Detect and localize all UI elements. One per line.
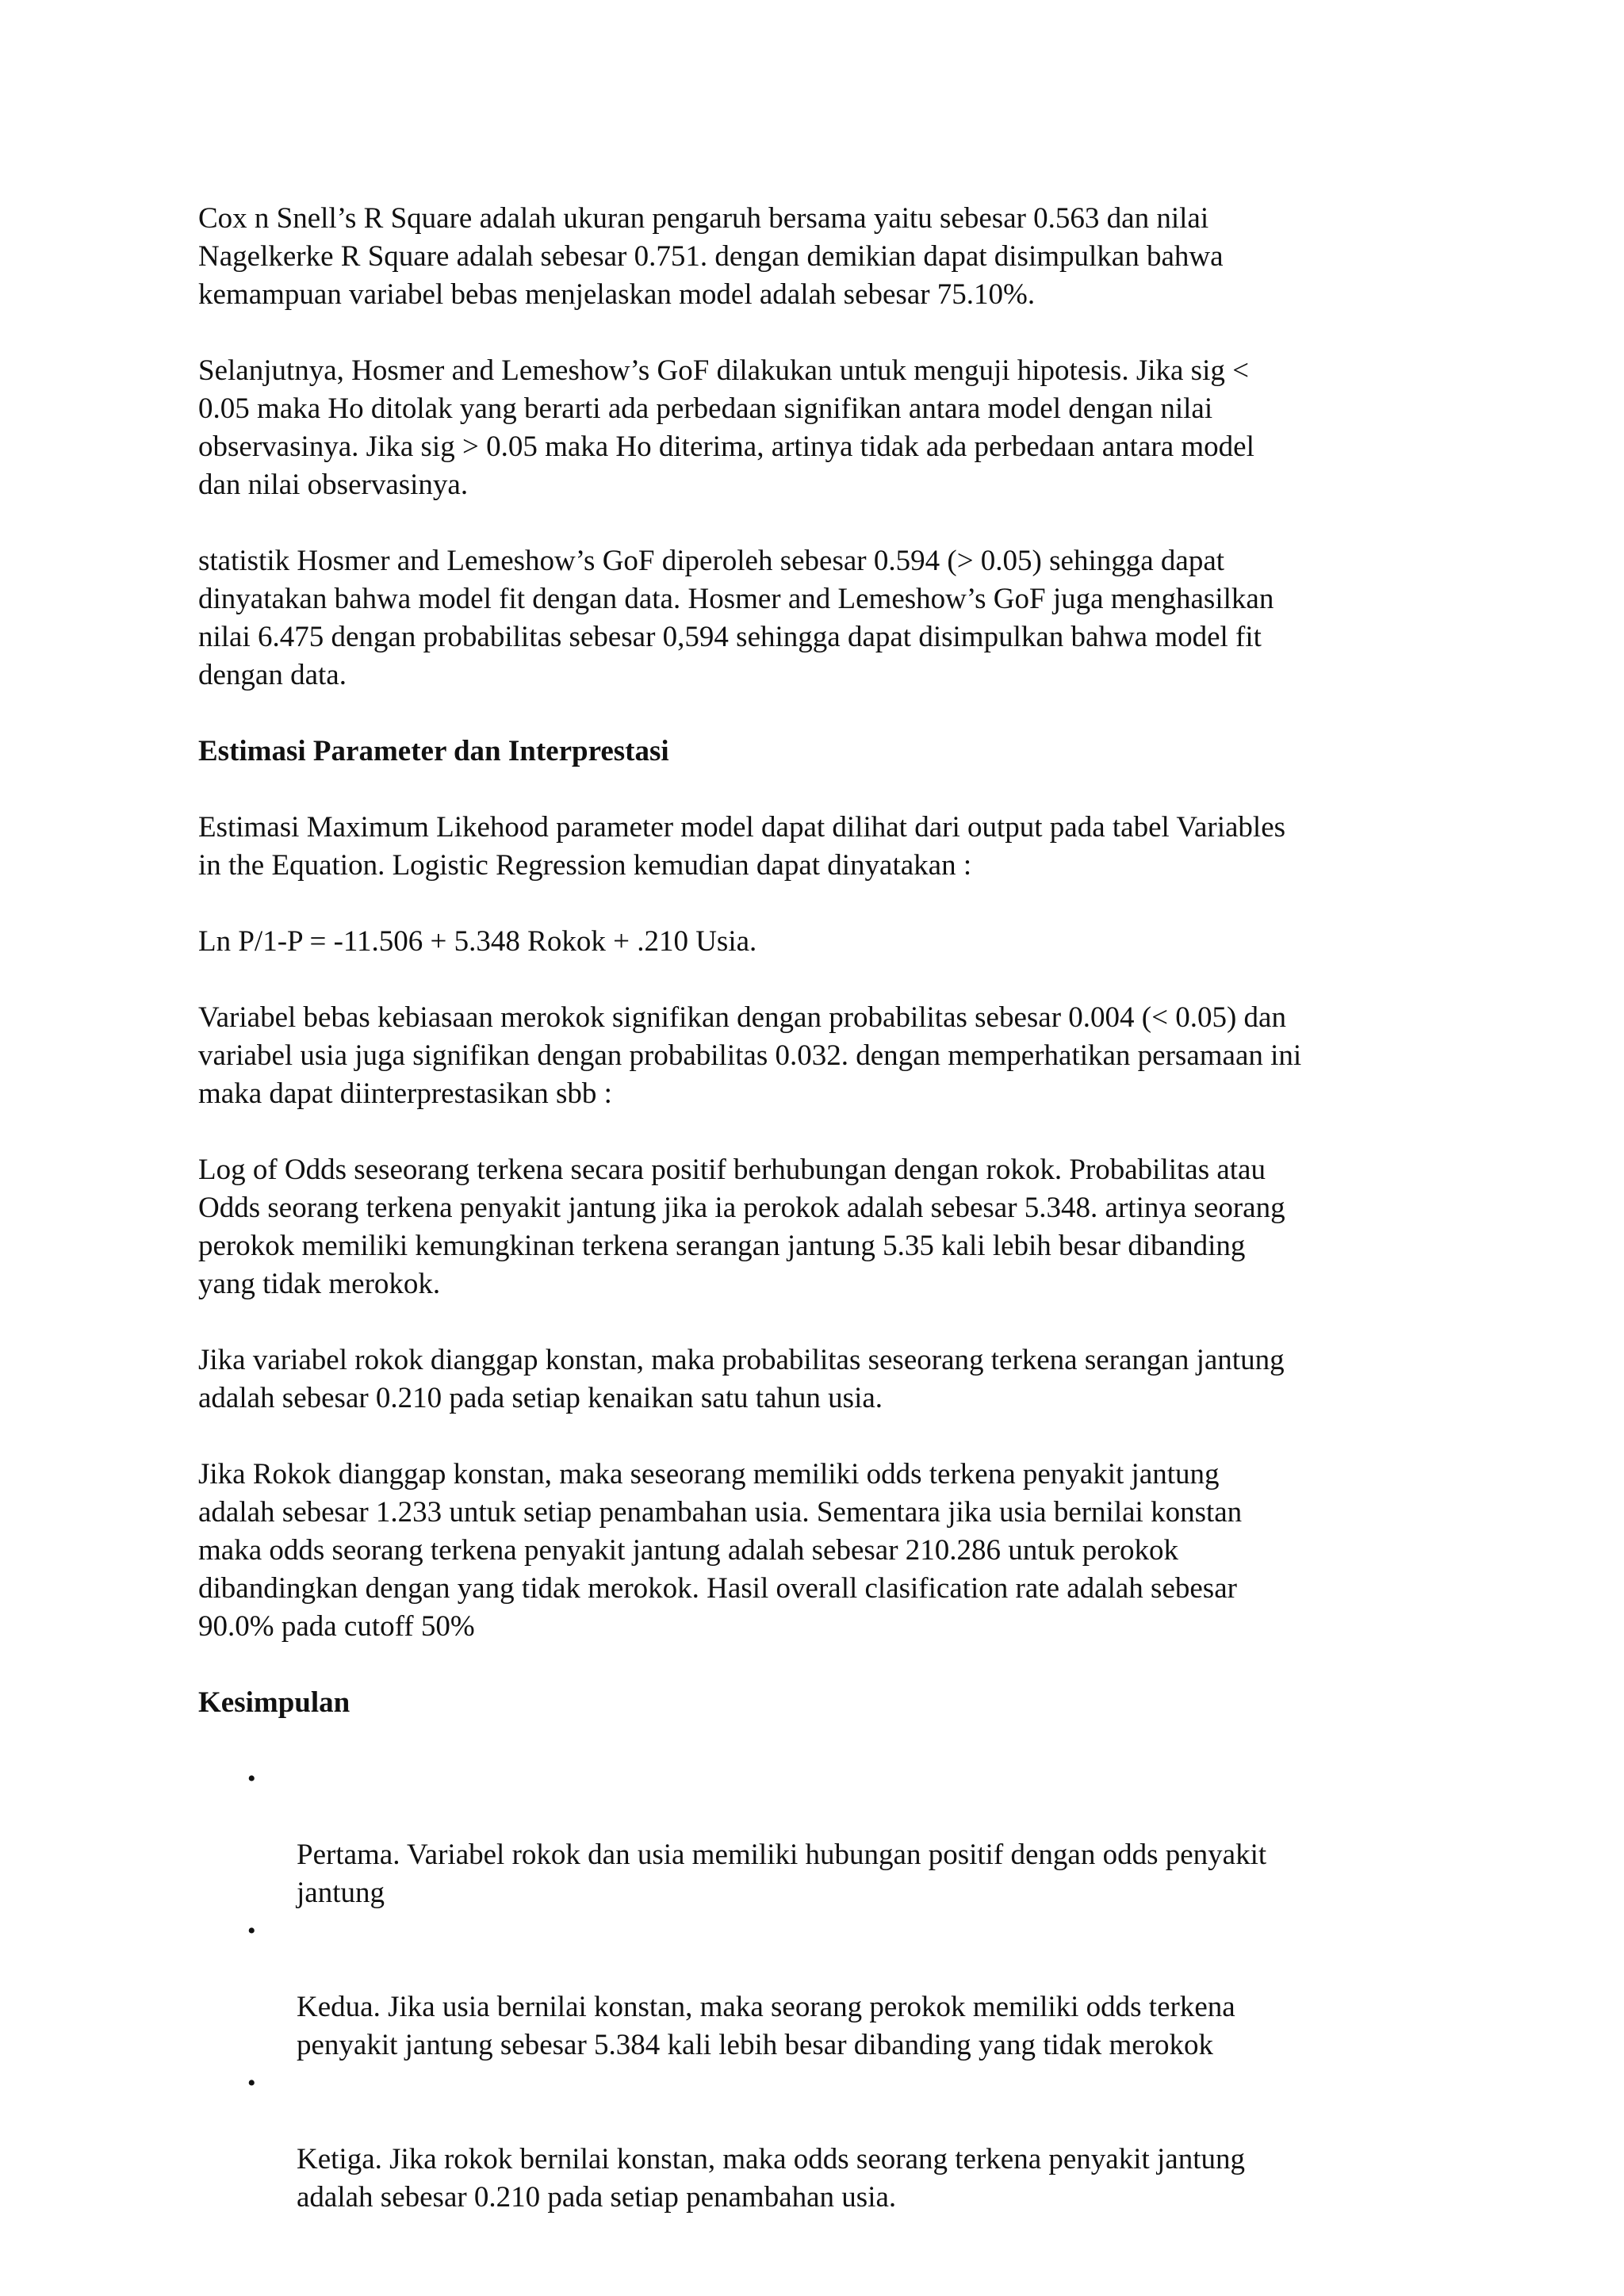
section-heading-estimasi: Estimasi Parameter dan Interprestasi bbox=[198, 735, 669, 767]
paragraph-maximum-likelihood: Estimasi Maximum Likehood parameter model dapat dilihat dari output pada tabel Variables in the Equation. Logistic Regression kemudian dapat dinyatakan : bbox=[198, 811, 1286, 882]
document-page bbox=[198, 200, 1451, 2217]
list-item-text: Ketiga. Jika rokok bernilai konstan, maka odds seorang terkena penyakit jantung adalah sebesar 0.210 pada setiap penambahan usia. bbox=[297, 2143, 1245, 2214]
bullet-icon: • bbox=[247, 1766, 256, 1792]
list-item bbox=[198, 1912, 1451, 2064]
paragraph-odds-usia: Jika Rokok dianggap konstan, maka seseorang memiliki odds terkena penyakit jantung adalah sebesar 1.233 untuk setiap penambahan usia. Sementara jika usia bernilai konstan maka odds seorang terkena penyakit jantung adalah sebesar 210.286 untuk perokok dibandingkan dengan yang tidak merokok. Hasil overall clasification rate adalah sebesar 90.0% pada cutoff 50% bbox=[198, 1458, 1243, 1643]
paragraph-log-odds: Log of Odds seseorang terkena secara positif berhubungan dengan rokok. Probabilitas atau Odds seorang terkena penyakit jantung jika ia perokok adalah sebesar 5.348. artinya seorang perokok memiliki kemungkinan terkena serangan jantung 5.35 kali lebih besar dibanding yang tidak merokok. bbox=[198, 1154, 1285, 1300]
paragraph-hosmer-result: statistik Hosmer and Lemeshow’s GoF diperoleh sebesar 0.594 (> 0.05) sehingga dapat dinyatakan bahwa model fit dengan data. Hosmer and Lemeshow’s GoF juga menghasilkan nilai 6.475 dengan probabilitas sebesar 0,594 sehingga dapat disimpulkan bahwa model fit dengan data. bbox=[198, 545, 1274, 691]
bullet-icon: • bbox=[247, 1918, 256, 1944]
paragraph-equation: Ln P/1-P = -11.506 + 5.348 Rokok + .210 Usia. bbox=[198, 925, 757, 958]
list-item-text: Pertama. Variabel rokok dan usia memiliki hubungan positif dengan odds penyakit jantung bbox=[297, 1839, 1267, 1909]
paragraph-rokok-konstan: Jika variabel rokok dianggap konstan, maka probabilitas seseorang terkena serangan jantung adalah sebesar 0.210 pada setiap kenaikan satu tahun usia. bbox=[198, 1344, 1285, 1414]
list-item-text: Kedua. Jika usia bernilai konstan, maka seorang perokok memiliki odds terkena penyakit jantung sebesar 5.384 kali lebih besar dibanding yang tidak merokok bbox=[297, 1991, 1235, 2061]
list-item bbox=[198, 1760, 1451, 1912]
conclusion-list bbox=[198, 1760, 1451, 2217]
section-heading-kesimpulan: Kesimpulan bbox=[198, 1686, 350, 1719]
paragraph-hosmer-hypothesis: Selanjutnya, Hosmer and Lemeshow’s GoF dilakukan untuk menguji hipotesis. Jika sig < 0.05 maka Ho ditolak yang berarti ada perbedaan signifikan antara model dengan nilai observasinya. Jika sig > 0.05 maka Ho diterima, artinya tidak ada perbedaan antara model dan nilai observasinya. bbox=[198, 354, 1254, 501]
list-item bbox=[198, 2064, 1451, 2217]
paragraph-r-square: Cox n Snell’s R Square adalah ukuran pengaruh bersama yaitu sebesar 0.563 dan nilai Nagelkerke R Square adalah sebesar 0.751. dengan demikian dapat disimpulkan bahwa kemampuan variabel bebas menjelaskan model adalah sebesar 75.10%. bbox=[198, 202, 1224, 311]
bullet-icon: • bbox=[247, 2070, 256, 2096]
paragraph-significance: Variabel bebas kebiasaan merokok signifikan dengan probabilitas sebesar 0.004 (< 0.05) dan variabel usia juga signifikan dengan probabilitas 0.032. dengan memperhatikan persamaan ini maka dapat diinterprestasikan sbb : bbox=[198, 1001, 1302, 1110]
